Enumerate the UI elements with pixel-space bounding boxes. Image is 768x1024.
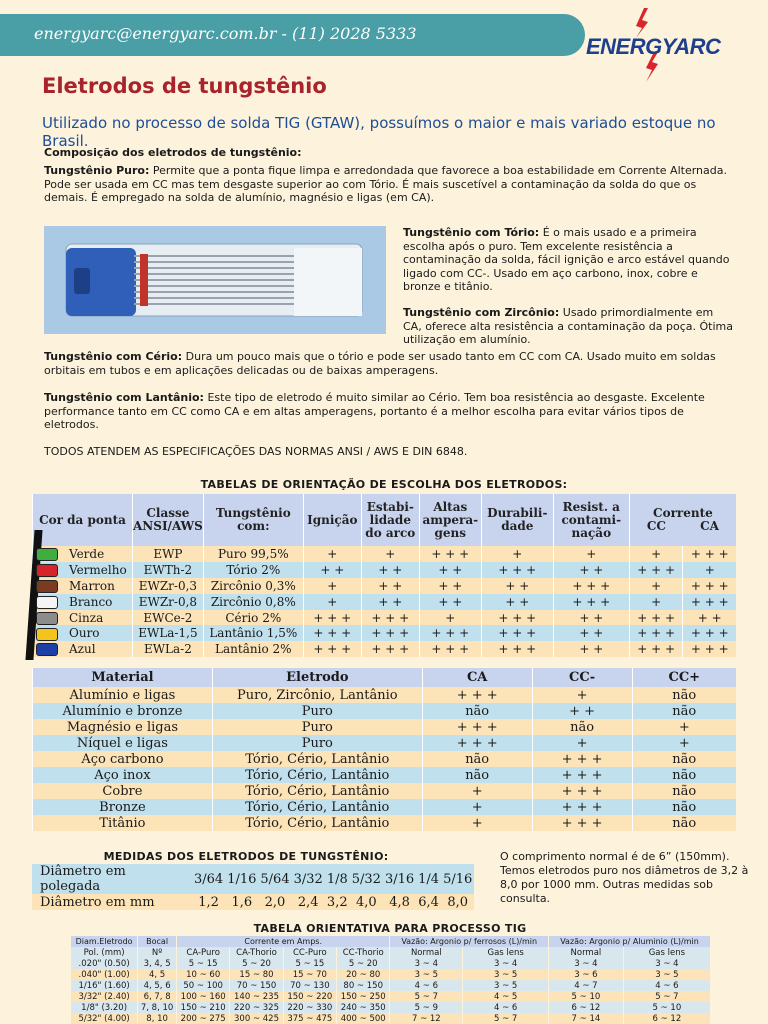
table4-cell: 100 ~ 160 xyxy=(177,991,230,1002)
table2-cell-cc-minus: + + + xyxy=(532,783,632,799)
cerio-paragraph xyxy=(44,350,734,377)
table4-cell: 5 ~ 7 xyxy=(463,1013,549,1024)
table4-group-header-cell: Diam.Eletrodo xyxy=(71,936,138,947)
table4-cell: 1/8" (3.20) xyxy=(71,1002,138,1013)
table4-cell: 200 ~ 275 xyxy=(177,1013,230,1024)
table1-cell-cc: + + + xyxy=(629,625,683,641)
table2-cell-cc-plus: não xyxy=(632,815,736,831)
table4-cell: 150 ~ 220 xyxy=(283,991,336,1002)
table1-row xyxy=(33,610,737,626)
table1-cell-est: + xyxy=(361,546,419,562)
diameter-value: 2,4 xyxy=(292,894,325,910)
table1-cell-dur: + xyxy=(481,546,553,562)
table2-cell-ca: não xyxy=(422,703,532,719)
table1-cell-dur: + + + xyxy=(481,610,553,626)
table1-cell-dur: + + xyxy=(481,594,553,610)
table4-cell: 140 ~ 235 xyxy=(230,991,283,1002)
table4-cell: 4 ~ 7 xyxy=(549,980,624,991)
table2-cell-material: Magnésio e ligas xyxy=(33,719,213,735)
header-material: Material xyxy=(33,668,213,687)
table4-cell: 7 ~ 14 xyxy=(549,1013,624,1024)
table2-cell-ca: + + + xyxy=(422,735,532,751)
header-ignicao: Ignição xyxy=(303,494,361,546)
table1-row xyxy=(33,625,737,641)
header-classe: Classe ANSI/AWS xyxy=(133,494,204,546)
table2-cell-ca: não xyxy=(422,767,532,783)
table4-cell: 220 ~ 325 xyxy=(230,1002,283,1013)
table1-cell-cor: Azul xyxy=(33,641,133,657)
table2-cell-ca: + xyxy=(422,783,532,799)
diameter-value: 3,2 xyxy=(325,894,350,910)
table2-cell-cc-plus: não xyxy=(632,799,736,815)
table4-group-header xyxy=(71,936,711,947)
table4-cell: 220 ~ 330 xyxy=(283,1002,336,1013)
tip-color-swatch xyxy=(36,612,58,625)
header-cc: CC xyxy=(646,519,666,533)
table1-cell-tung: Lantânio 1,5% xyxy=(203,625,303,641)
table1-cell-dur: + + + xyxy=(481,625,553,641)
header-cc-plus: CC+ xyxy=(632,668,736,687)
table4-title: TABELA ORIENTATIVA PARA PROCESSO TIG xyxy=(253,922,527,935)
table4-row xyxy=(71,958,711,969)
table4-subheader-cell: Normal xyxy=(549,947,624,958)
table4-cell: 400 ~ 500 xyxy=(337,1013,390,1024)
table4-cell: 3 ~ 4 xyxy=(390,958,463,969)
table1-cell-cc: + xyxy=(629,578,683,594)
table4-subheader-cell: Pol. (mm) xyxy=(71,947,138,958)
table2-cell-eletrodo: Puro xyxy=(212,735,422,751)
composition-heading: Composição dos eletrodos de tungstênio: xyxy=(44,146,302,159)
table1-cell-cor: Branco xyxy=(33,594,133,610)
table2-cell-cc-minus: não xyxy=(532,719,632,735)
table1-cell-est: + + + xyxy=(361,610,419,626)
table2-row xyxy=(33,767,737,783)
table2-cell-material: Bronze xyxy=(33,799,213,815)
table1-cell-res: + xyxy=(553,546,629,562)
table2-cell-cc-plus: não xyxy=(632,767,736,783)
table1-cell-res: + + xyxy=(553,641,629,657)
table4-cell: 5 ~ 9 xyxy=(390,1002,463,1013)
page-title: Eletrodos de tungstênio xyxy=(42,74,327,98)
table2-cell-eletrodo: Tório, Cério, Lantânio xyxy=(212,783,422,799)
diameter-value: 3/16 xyxy=(383,864,416,894)
table1-cell-ca: + + + xyxy=(683,641,736,657)
table4-group-header-cell: Vazão: Argonio p/ Aluminio (L)/min xyxy=(549,936,710,947)
diameter-value: 5/64 xyxy=(258,864,291,894)
table1-cell-res: + + xyxy=(553,610,629,626)
diameter-value: 1/16 xyxy=(225,864,258,894)
table4-subheader xyxy=(71,947,711,958)
table2-row xyxy=(33,799,737,815)
table2-cell-eletrodo: Tório, Cério, Lantânio xyxy=(212,799,422,815)
table4-cell: 4 ~ 6 xyxy=(463,1002,549,1013)
table2-cell-eletrodo: Puro xyxy=(212,719,422,735)
table4-cell: 150 ~ 250 xyxy=(337,991,390,1002)
tip-color-swatch xyxy=(36,628,58,641)
zirconio-paragraph xyxy=(403,306,733,347)
table4-row xyxy=(71,969,711,980)
tip-color-swatch xyxy=(36,596,58,609)
table4-cell: 5 ~ 10 xyxy=(549,991,624,1002)
table1-cell-res: + + + xyxy=(553,578,629,594)
table4-cell: 5 ~ 15 xyxy=(283,958,336,969)
table4-cell: 3/32" (2.40) xyxy=(71,991,138,1002)
table2-cell-material: Cobre xyxy=(33,783,213,799)
table1-cell-alt: + + + xyxy=(419,641,481,657)
table2-cell-cc-minus: + xyxy=(532,735,632,751)
table2-cell-cc-minus: + + xyxy=(532,703,632,719)
table1-cell-est: + + xyxy=(361,594,419,610)
table1-cell-alt: + + xyxy=(419,594,481,610)
table1-cell-alt: + + xyxy=(419,578,481,594)
lantanio-label: Tungstênio com Lantânio: xyxy=(44,391,204,404)
table2-cell-eletrodo: Puro xyxy=(212,703,422,719)
table4-cell: 7 ~ 12 xyxy=(390,1013,463,1024)
diameter-row xyxy=(32,864,474,894)
diameter-row xyxy=(32,894,474,910)
table1-cell-est: + + xyxy=(361,562,419,578)
table4-cell: 4 ~ 5 xyxy=(463,991,549,1002)
table4-subheader-cell: CA-Puro xyxy=(177,947,230,958)
table4-subheader-cell: Gas lens xyxy=(623,947,710,958)
table1-cell-cor: Cinza xyxy=(33,610,133,626)
header-altas-amperagens: Altas ampera-gens xyxy=(419,494,481,546)
table2-cell-eletrodo: Tório, Cério, Lantânio xyxy=(212,767,422,783)
table4-cell: 15 ~ 80 xyxy=(230,969,283,980)
table1-cell-ca: + + + xyxy=(683,578,736,594)
electrode-box-photo xyxy=(44,226,386,334)
tip-color-swatch xyxy=(36,643,58,656)
table1-cell-tung: Tório 2% xyxy=(203,562,303,578)
table2-header-row xyxy=(33,668,737,687)
table2-cell-ca: + xyxy=(422,815,532,831)
table2-cell-material: Alumínio e ligas xyxy=(33,687,213,703)
puro-label: Tungstênio Puro: xyxy=(44,164,150,177)
torio-label: Tungstênio com Tório: xyxy=(403,226,540,239)
table1-cell-classe: EWP xyxy=(133,546,204,562)
table2-cell-material: Titânio xyxy=(33,815,213,831)
table1-cell-cc: + + + xyxy=(629,641,683,657)
header-ca: CA xyxy=(700,519,719,533)
table1-cell-alt: + + xyxy=(419,562,481,578)
logo-text: ENERGYARC xyxy=(586,34,721,59)
table2-cell-cc-minus: + + + xyxy=(532,815,632,831)
table1-cell-ca: + + xyxy=(683,610,736,626)
contact-info[interactable]: energyarc@energyarc.com.br - (11) 2028 5333 xyxy=(34,24,417,43)
table4-cell: 375 ~ 475 xyxy=(283,1013,336,1024)
table4-cell: 5 ~ 7 xyxy=(623,991,710,1002)
zirconio-label: Tungstênio com Zircônio: xyxy=(403,306,560,319)
table1-cell-alt: + + + xyxy=(419,625,481,641)
table4-cell: 7, 8, 10 xyxy=(138,1002,177,1013)
intro-text: Utilizado no processo de solda TIG (GTAW), possuímos o maior e mais variado estoque no Brasil. xyxy=(42,114,716,150)
header-eletrodo: Eletrodo xyxy=(212,668,422,687)
table4-cell: 6 ~ 12 xyxy=(549,1002,624,1013)
table1-cell-alt: + xyxy=(419,610,481,626)
table1-cell-classe: EWZr-0,3 xyxy=(133,578,204,594)
table1-cell-tung: Zircônio 0,3% xyxy=(203,578,303,594)
puro-paragraph xyxy=(44,164,734,205)
table2-row xyxy=(33,703,737,719)
table4-cell: .020" (0.50) xyxy=(71,958,138,969)
table4-cell: 50 ~ 100 xyxy=(177,980,230,991)
table4-cell: 150 ~ 210 xyxy=(177,1002,230,1013)
table1-cell-cor: Verde xyxy=(33,546,133,562)
table4-cell: 8, 10 xyxy=(138,1013,177,1024)
zirconio-text: Usado primordialmente em CA, oferece alta resistência a contaminação da poça. Ótima utilização em alumínio. xyxy=(403,306,733,346)
cerio-text: Dura um pouco mais que o tório e pode ser usado tanto em CC com CA. Usado muito em soldas orbitais em tubos e em aplicações delicadas ou de baixas amperagens. xyxy=(44,350,716,377)
table1-cell-ca: + + + xyxy=(683,594,736,610)
diameter-value: 1,2 xyxy=(192,894,225,910)
diameter-value: 5/16 xyxy=(441,864,474,894)
table4-cell: 240 ~ 350 xyxy=(337,1002,390,1013)
table2-cell-ca: + xyxy=(422,799,532,815)
table1-row xyxy=(33,546,737,562)
header-tungstenio: Tungstênio com: xyxy=(203,494,303,546)
table1-cell-dur: + + xyxy=(481,578,553,594)
table1-cell-tung: Zircônio 0,8% xyxy=(203,594,303,610)
table1-cell-ca: + + + xyxy=(683,625,736,641)
table1-row xyxy=(33,578,737,594)
table2-cell-material: Aço inox xyxy=(33,767,213,783)
table2-cell-cc-minus: + + + xyxy=(532,751,632,767)
table1-cell-cc: + xyxy=(629,546,683,562)
table1-cell-ign: + xyxy=(303,594,361,610)
table1-cell-classe: EWTh-2 xyxy=(133,562,204,578)
table4-subheader-cell: CC-Thorio xyxy=(337,947,390,958)
table2-row xyxy=(33,751,737,767)
table4-cell: 20 ~ 80 xyxy=(337,969,390,980)
table3-title: MEDIDAS DOS ELETRODOS DE TUNGSTÊNIO: xyxy=(103,850,389,863)
table4-cell: 5 ~ 7 xyxy=(390,991,463,1002)
table1-cell-res: + + + xyxy=(553,594,629,610)
diameter-value: 8,0 xyxy=(441,894,474,910)
table4-cell: 5 ~ 15 xyxy=(177,958,230,969)
table4-subheader-cell: CC-Puro xyxy=(283,947,336,958)
table2-cell-cc-minus: + xyxy=(532,687,632,703)
table1-cell-cor: Ouro xyxy=(33,625,133,641)
table1-cell-ign: + + + xyxy=(303,610,361,626)
page-header xyxy=(0,0,768,70)
table4-group-header-cell: Corrente em Amps. xyxy=(177,936,390,947)
table4-cell: 70 ~ 150 xyxy=(230,980,283,991)
table4-cell: .040" (1.00) xyxy=(71,969,138,980)
table4-subheader-cell: Gas lens xyxy=(463,947,549,958)
table4-cell: 80 ~ 150 xyxy=(337,980,390,991)
table4-cell: 5 ~ 10 xyxy=(623,1002,710,1013)
table1-cell-tung: Puro 99,5% xyxy=(203,546,303,562)
table2-cell-cc-plus: não xyxy=(632,687,736,703)
header-durabilidade: Durabili-dade xyxy=(481,494,553,546)
tip-color-swatch xyxy=(36,580,58,593)
table1-cell-cc: + + + xyxy=(629,610,683,626)
table4-subheader-cell: Nº xyxy=(138,947,177,958)
table4-row xyxy=(71,980,711,991)
table1-cell-cor: Vermelho xyxy=(33,562,133,578)
diameter-value: 4,0 xyxy=(350,894,383,910)
table1-cell-res: + + xyxy=(553,625,629,641)
table2-cell-ca: + + + xyxy=(422,719,532,735)
table1-cell-cor: Marron xyxy=(33,578,133,594)
table2-cell-material: Níquel e ligas xyxy=(33,735,213,751)
table4-cell: 3 ~ 5 xyxy=(623,969,710,980)
table1-cell-cc: + xyxy=(629,594,683,610)
table2-cell-cc-minus: + + + xyxy=(532,799,632,815)
table4-group-header-cell: Bocal xyxy=(138,936,177,947)
table2-cell-eletrodo: Puro, Zircônio, Lantânio xyxy=(212,687,422,703)
table1-cell-ca: + xyxy=(683,562,736,578)
table1-cell-ign: + + + xyxy=(303,625,361,641)
table1-cell-cc: + + + xyxy=(629,562,683,578)
tip-color-swatch xyxy=(36,548,58,561)
table1-cell-classe: EWZr-0,8 xyxy=(133,594,204,610)
table4-cell: 3 ~ 5 xyxy=(390,969,463,980)
table1-cell-classe: EWCe-2 xyxy=(133,610,204,626)
table4-cell: 4 ~ 6 xyxy=(623,980,710,991)
table2-cell-cc-plus: não xyxy=(632,703,736,719)
table1-cell-dur: + + + xyxy=(481,641,553,657)
diameter-value: 3/64 xyxy=(192,864,225,894)
table1-cell-ign: + xyxy=(303,546,361,562)
table1-cell-ign: + xyxy=(303,578,361,594)
lantanio-paragraph xyxy=(44,391,734,432)
table4-cell: 3 ~ 4 xyxy=(463,958,549,969)
table1-cell-res: + + xyxy=(553,562,629,578)
table1-cell-ca: + + + xyxy=(683,546,736,562)
table4-cell: 6 ~ 12 xyxy=(623,1013,710,1024)
table4-cell: 1/16" (1.60) xyxy=(71,980,138,991)
tig-process-table xyxy=(70,936,710,1024)
table2-cell-material: Aço carbono xyxy=(33,751,213,767)
table4-cell: 5 ~ 20 xyxy=(230,958,283,969)
table1-cell-alt: + + + xyxy=(419,546,481,562)
norms-statement: TODOS ATENDEM AS ESPECIFICAÇÕES DAS NORMAS ANSI / AWS E DIN 6848. xyxy=(44,445,468,458)
header-cc-minus: CC- xyxy=(532,668,632,687)
cerio-label: Tungstênio com Cério: xyxy=(44,350,183,363)
diameter-row-label: Diâmetro em polegada xyxy=(32,864,192,894)
header-estabilidade: Estabi-lidade do arco xyxy=(361,494,419,546)
diameter-value: 3/32 xyxy=(292,864,325,894)
table2-cell-cc-plus: + xyxy=(632,735,736,751)
puro-text: Permite que a ponta fique limpa e arredondada que favorece a boa estabilidade em Corrente Alternada. Pode ser usada em CC mas tem desgaste superior ao com Tório. É mais suscetível a contaminação da solda do que os demais. É empregado na solda de alumínio, magnésio e ligas (em CA). xyxy=(44,164,727,204)
diameter-value: 1/8 xyxy=(325,864,350,894)
table2-row xyxy=(33,719,737,735)
table2-cell-ca: + + + xyxy=(422,687,532,703)
torio-paragraph xyxy=(403,226,733,294)
table4-cell: 3 ~ 4 xyxy=(623,958,710,969)
length-note: O comprimento normal é de 6” (150mm). Temos eletrodos puro nos diâmetros de 3,2 à 8,0 por 1000 mm. Outras medidas sob consulta. xyxy=(500,850,749,905)
table1-cell-ign: + + + xyxy=(303,641,361,657)
table4-cell: 10 ~ 60 xyxy=(177,969,230,980)
table2-cell-cc-plus: não xyxy=(632,751,736,767)
table4-cell: 5 ~ 20 xyxy=(337,958,390,969)
header-corrente-label: Corrente xyxy=(653,506,713,520)
table4-cell: 4, 5 xyxy=(138,969,177,980)
table2-cell-cc-minus: + + + xyxy=(532,767,632,783)
table1-cell-est: + + xyxy=(361,578,419,594)
header-cor: Cor da ponta xyxy=(33,494,133,546)
table2-cell-ca: não xyxy=(422,751,532,767)
table1-cell-classe: EWLa-2 xyxy=(133,641,204,657)
table4-row xyxy=(71,991,711,1002)
table4-cell: 300 ~ 425 xyxy=(230,1013,283,1024)
table2-row xyxy=(33,783,737,799)
table1-cell-ign: + + xyxy=(303,562,361,578)
table4-cell: 3 ~ 5 xyxy=(463,969,549,980)
header-resistencia: Resist. a contami-nação xyxy=(553,494,629,546)
table1-row xyxy=(33,594,737,610)
energyarc-logo xyxy=(582,8,742,82)
table1-row xyxy=(33,641,737,657)
diameter-value: 2,0 xyxy=(258,894,291,910)
diameter-value: 1/4 xyxy=(416,864,441,894)
diameter-value: 6,4 xyxy=(416,894,441,910)
table1-cell-est: + + + xyxy=(361,641,419,657)
diameter-table xyxy=(32,864,474,910)
electrode-selection-table xyxy=(32,494,736,657)
electrode-box-image xyxy=(44,226,386,334)
table4-cell: 3, 4, 5 xyxy=(138,958,177,969)
lantanio-text: Este tipo de eletrodo é muito similar ao Cério. Tem boa resistência ao desgaste. Excelente performance tanto em CC como CA e em altas amperagens, portanto é a melhor escolha para evitar vários tipos de eletrodos. xyxy=(44,391,705,431)
tip-color-swatch xyxy=(36,564,58,577)
table4-group-header-cell: Vazão: Argonio p/ ferrosos (L)/min xyxy=(390,936,549,947)
table4-cell: 4, 5, 6 xyxy=(138,980,177,991)
table1-title: TABELAS DE ORIENTAÇÃO DE ESCOLHA DOS ELETRODOS: xyxy=(200,478,568,491)
table1-cell-classe: EWLa-1,5 xyxy=(133,625,204,641)
table1-cell-tung: Lantânio 2% xyxy=(203,641,303,657)
header-ca: CA xyxy=(422,668,532,687)
table4-subheader-cell: CA-Thorio xyxy=(230,947,283,958)
table4-cell: 3 ~ 4 xyxy=(549,958,624,969)
table4-cell: 4 ~ 6 xyxy=(390,980,463,991)
table4-cell: 6, 7, 8 xyxy=(138,991,177,1002)
table4-cell: 15 ~ 70 xyxy=(283,969,336,980)
table4-cell: 5/32" (4.00) xyxy=(71,1013,138,1024)
table2-cell-cc-plus: não xyxy=(632,783,736,799)
header-corrente xyxy=(629,494,736,546)
torio-text: É o mais usado e a primeira escolha após o puro. Tem excelente resistência a contaminação da solda, fácil ignição e arco estável quando ligado com CC-. Usado em aço carbono, inox, cobre e bronze e titânio. xyxy=(403,226,730,293)
table4-row xyxy=(71,1013,711,1024)
table4-cell: 3 ~ 6 xyxy=(549,969,624,980)
table1-cell-dur: + + + xyxy=(481,562,553,578)
diameter-value: 5/32 xyxy=(350,864,383,894)
table1-header-row xyxy=(33,494,737,546)
table1-cell-tung: Cério 2% xyxy=(203,610,303,626)
table1-row xyxy=(33,562,737,578)
table2-cell-eletrodo: Tório, Cério, Lantânio xyxy=(212,815,422,831)
table2-cell-cc-plus: + xyxy=(632,719,736,735)
table4-cell: 3 ~ 5 xyxy=(463,980,549,991)
material-table xyxy=(32,668,736,831)
diameter-value: 4,8 xyxy=(383,894,416,910)
table4-row xyxy=(71,1002,711,1013)
table2-row xyxy=(33,687,737,703)
table4-cell: 70 ~ 130 xyxy=(283,980,336,991)
table1-cell-est: + + + xyxy=(361,625,419,641)
table2-cell-eletrodo: Tório, Cério, Lantânio xyxy=(212,751,422,767)
table2-row xyxy=(33,735,737,751)
diameter-value: 1,6 xyxy=(225,894,258,910)
table4-subheader-cell: Normal xyxy=(390,947,463,958)
diameter-row-label: Diâmetro em mm xyxy=(32,894,192,910)
table2-row xyxy=(33,815,737,831)
table2-cell-material: Alumínio e bronze xyxy=(33,703,213,719)
